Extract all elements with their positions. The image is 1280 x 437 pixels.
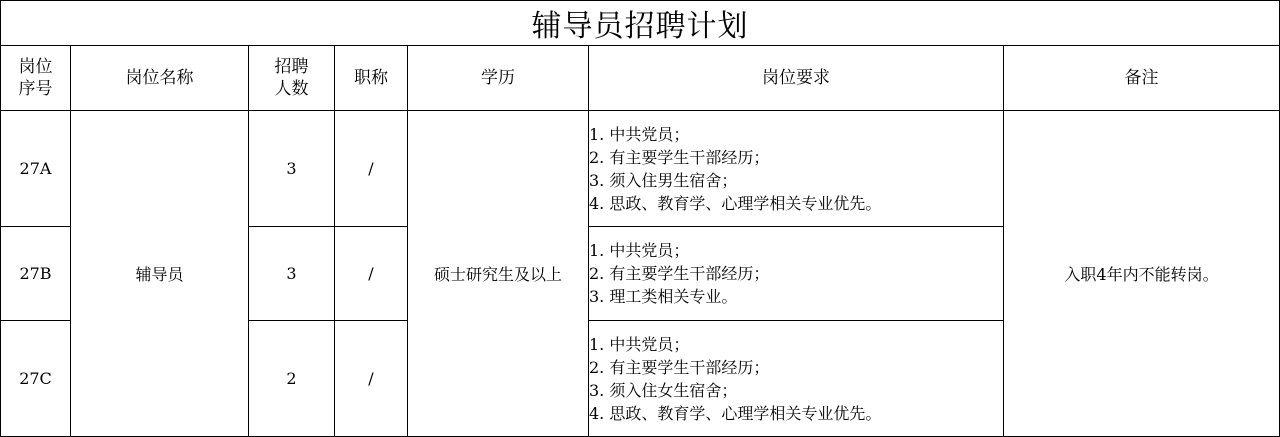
position-no-cell: 27B <box>1 227 71 321</box>
header-headcount-line: 人数 <box>274 79 309 99</box>
requirement-item: 2. 有主要学生干部经历； <box>589 147 770 167</box>
requirements-cell <box>589 321 1004 437</box>
requirement-item: 2. 有主要学生干部经历； <box>589 264 770 283</box>
header-education: 学历 <box>408 46 589 111</box>
requirement-item: 1. 中共党员； <box>589 334 690 354</box>
education-cell: 硕士研究生及以上 <box>408 111 589 437</box>
headcount-cell: 3 <box>249 227 335 321</box>
position-name-cell: 辅导员 <box>71 111 249 437</box>
header-position-no <box>1 46 71 111</box>
requirement-item: 3. 须入住女生宿舍； <box>589 380 738 400</box>
requirements-cell <box>589 227 1004 321</box>
headcount-cell: 2 <box>249 321 335 437</box>
requirement-item: 1. 中共党员； <box>589 241 690 260</box>
requirement-item: 2. 有主要学生干部经历； <box>589 357 770 377</box>
header-headcount <box>249 46 335 111</box>
position-no-cell: 27A <box>1 111 71 227</box>
requirement-item: 3. 理工类相关专业。 <box>589 287 738 306</box>
header-row <box>1 46 1280 111</box>
header-position-no-line: 岗位 <box>18 57 53 77</box>
remarks-cell: 入职4年内不能转岗。 <box>1004 111 1280 437</box>
title-row <box>1 1 1280 46</box>
table-row <box>1 111 1280 227</box>
professional-title-cell: / <box>335 111 408 227</box>
header-position-no-line: 序号 <box>18 79 53 99</box>
position-no-cell: 27C <box>1 321 71 437</box>
header-position-name: 岗位名称 <box>71 46 249 111</box>
headcount-cell: 3 <box>249 111 335 227</box>
table-title: 辅导员招聘计划 <box>1 1 1280 46</box>
requirements-cell <box>589 111 1004 227</box>
requirement-item: 3. 须入住男生宿舍； <box>589 170 738 190</box>
header-headcount-line: 招聘 <box>274 57 309 77</box>
professional-title-cell: / <box>335 321 408 437</box>
header-professional-title: 职称 <box>335 46 408 111</box>
requirement-item: 4. 思政、教育学、心理学相关专业优先。 <box>589 193 882 213</box>
professional-title-cell: / <box>335 227 408 321</box>
requirement-item: 1. 中共党员； <box>589 124 690 144</box>
header-requirements: 岗位要求 <box>589 46 1004 111</box>
requirement-item: 4. 思政、教育学、心理学相关专业优先。 <box>589 403 882 423</box>
header-remarks: 备注 <box>1004 46 1280 111</box>
